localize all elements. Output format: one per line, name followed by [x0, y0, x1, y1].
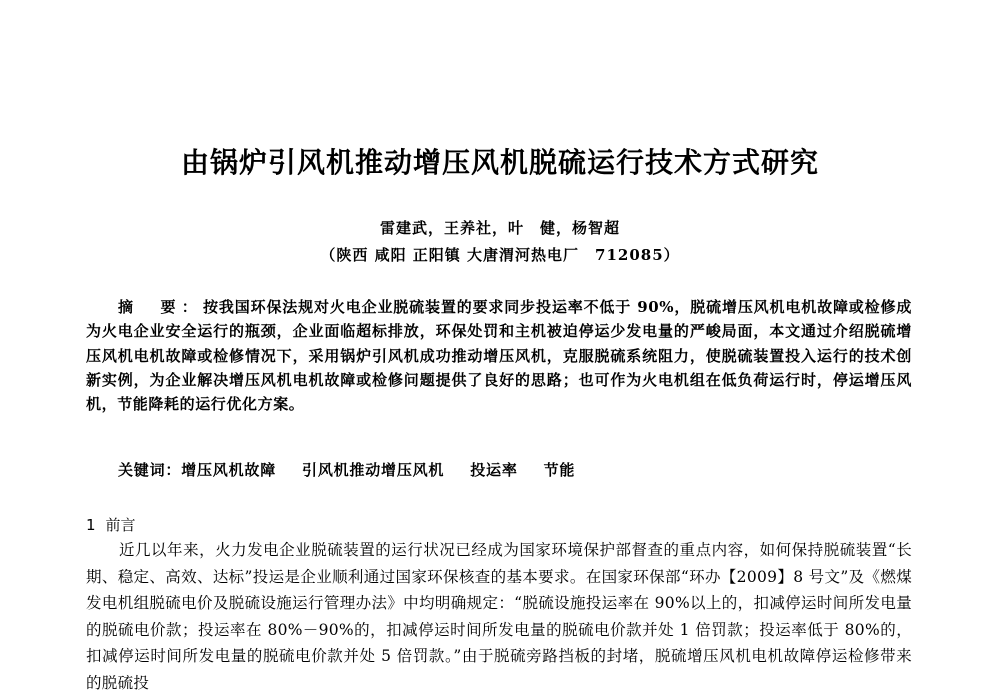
- keyword-item: 增压风机故障: [181, 461, 277, 479]
- section-number: 1: [86, 516, 96, 534]
- keyword-item: 引风机推动增压风机: [302, 461, 445, 479]
- keyword-item: 投运率: [470, 461, 518, 479]
- keywords-label: 关键词：: [118, 461, 182, 479]
- keyword-item: 节能: [543, 461, 576, 479]
- section-heading: [86, 515, 136, 535]
- paper-affiliation: （陕西 咸阳 正阳镇 大唐渭河热电厂 712085）: [320, 246, 680, 264]
- abstract-text: 按我国环保法规对火电企业脱硫装置的要求同步投运率不低于 90%，脱硫增压风机电机故障或检修成为火电企业安全运行的瓶颈，企业面临超标排放，环保处罚和主机被迫停运少发电量的严峻局面，本文通过介绍脱硫增压风机电机故障或检修情况下，采用锅炉引风机成功推动增压风机，克服脱硫系统阻力，使脱硫装置投入运行的技术创新实例，为企业解决增压风机电机故障或检修问题提供了良好的思路；也可作为火电机组在低负荷运行时，停运增压风机，节能降耗的运行优化方案。: [86, 298, 912, 414]
- keywords-line: [118, 460, 918, 480]
- abstract-label: 摘 要：: [118, 298, 204, 316]
- paper-authors: 雷建武，王养社，叶 健，杨智超: [379, 219, 620, 237]
- section-title: 前言: [105, 516, 136, 534]
- section-body-paragraph: 近几以年来，火力发电企业脱硫装置的运行状况已经成为国家环境保护部督查的重点内容，如何保持脱硫装置“长期、稳定、高效、达标”投运是企业顺利通过国家环保核查的基本要求。在国家环保部“环办【2009】8 号文”及《燃煤发电机组脱硫电价及脱硫设施运行管理办法》中均明确规定：“脱硫设施投运率在 90%以上的，扣减停运时间所发电量的脱硫电价款；投运率在 80%－90%的，扣减停运时间所发电量的脱硫电价款并处 1 倍罚款；投运率低于 80%的，扣减停运时间所发电量的脱硫电价款并处 5 倍罚款。”由于脱硫旁路挡板的封堵，脱硫增压风机电机故障停运检修带来的脱硫投: [86, 541, 912, 692]
- paper-title: 由锅炉引风机推动增压风机脱硫运行技术方式研究: [180, 146, 819, 179]
- abstract-paragraph: [86, 295, 912, 416]
